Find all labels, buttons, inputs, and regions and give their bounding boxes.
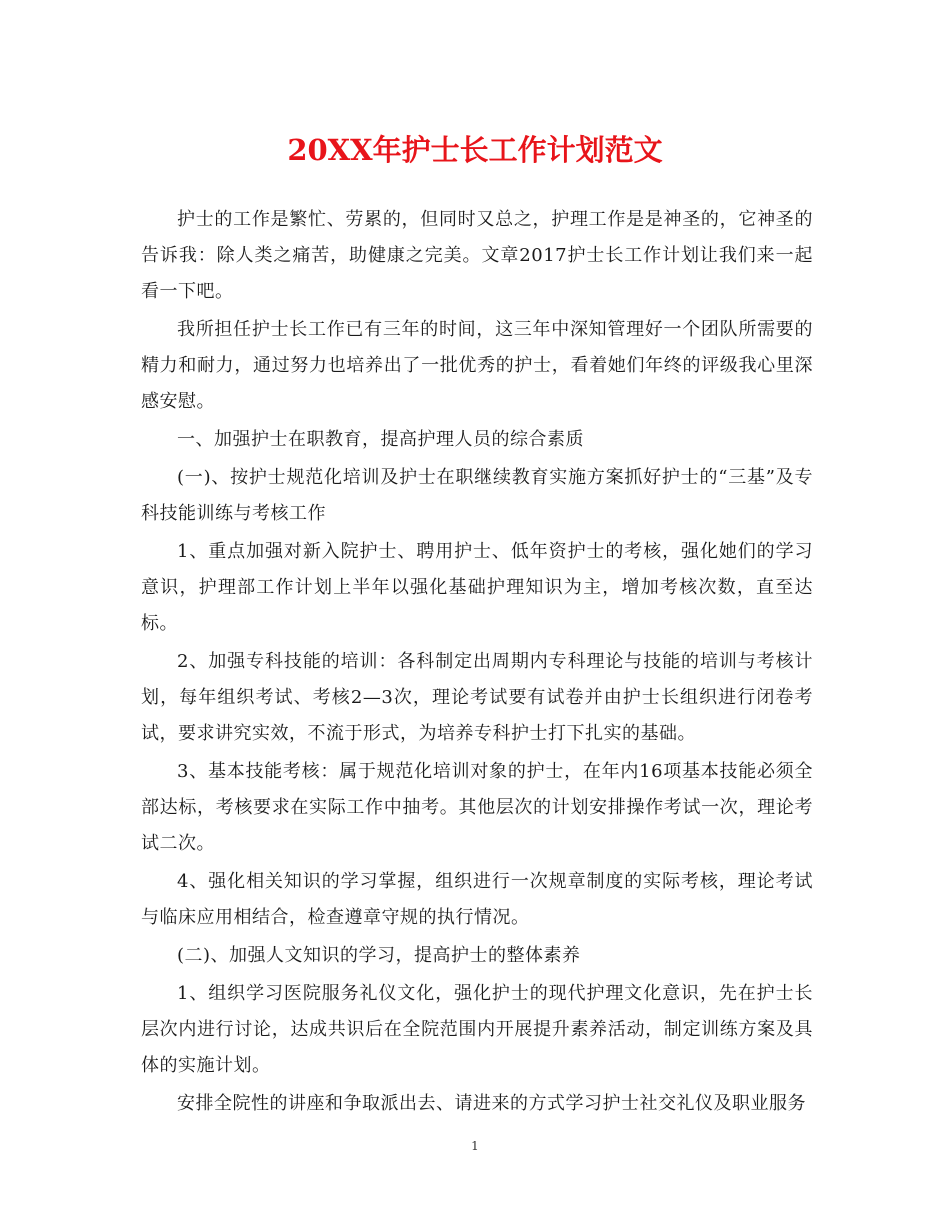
- subsection-heading: (一)、按护士规范化培训及护士在职继续教育实施方案抓好护士的“三基”及专科技能训练与考核工作: [141, 467, 813, 524]
- section-heading: 一、加强护士在职教育，提高护理人员的综合素质: [177, 429, 584, 450]
- paragraph: 1、重点加强对新入院护士、聘用护士、低年资护士的考核，强化她们的学习意识，护理部工作计划上半年以强化基础护理知识为主，增加考核次数，直至达标。: [141, 541, 813, 634]
- paragraph: 4、强化相关知识的学习掌握，组织进行一次规章制度的实际考核，理论考试与临床应用相结合，检查遵章守规的执行情况。: [141, 871, 813, 928]
- paragraph: 安排全院性的讲座和争取派出去、请进来的方式学习护士社交礼仪及职业服务: [177, 1093, 806, 1114]
- paragraph: 1、组织学习医院服务礼仪文化，强化护士的现代护理文化意识，先在护士长层次内进行讨论，达成共识后在全院范围内开展提升素养活动，制定训练方案及具体的实施计划。: [141, 983, 813, 1076]
- paragraph: 护士的工作是繁忙、劳累的，但同时又总之，护理工作是是神圣的，它神圣的告诉我：除人类之痛苦，助健康之完美。文章2017护士长工作计划让我们来一起看一下吧。: [141, 209, 813, 302]
- document-body: [141, 202, 813, 1124]
- paragraph: 2、加强专科技能的培训：各科制定出周期内专科理论与技能的培训与考核计划，每年组织考试、考核2—3次，理论考试要有试卷并由护士长组织进行闭卷考试，要求讲究实效，不流于形式，为培养专科护士打下扎实的基础。: [141, 651, 813, 744]
- subsection-heading: (二)、加强人文知识的学习，提高护士的整体素养: [177, 945, 581, 966]
- paragraph: 我所担任护士长工作已有三年的时间，这三年中深知管理好一个团队所需要的精力和耐力，通过努力也培养出了一批优秀的护士，看着她们年终的评级我心里深感安慰。: [141, 319, 813, 412]
- document-title: 20XX年护士长工作计划范文: [287, 133, 663, 167]
- page-number: 1: [471, 1139, 479, 1153]
- paragraph: 3、基本技能考核：属于规范化培训对象的护士，在年内16项基本技能必须全部达标，考核要求在实际工作中抽考。其他层次的计划安排操作考试一次，理论考试二次。: [141, 761, 813, 854]
